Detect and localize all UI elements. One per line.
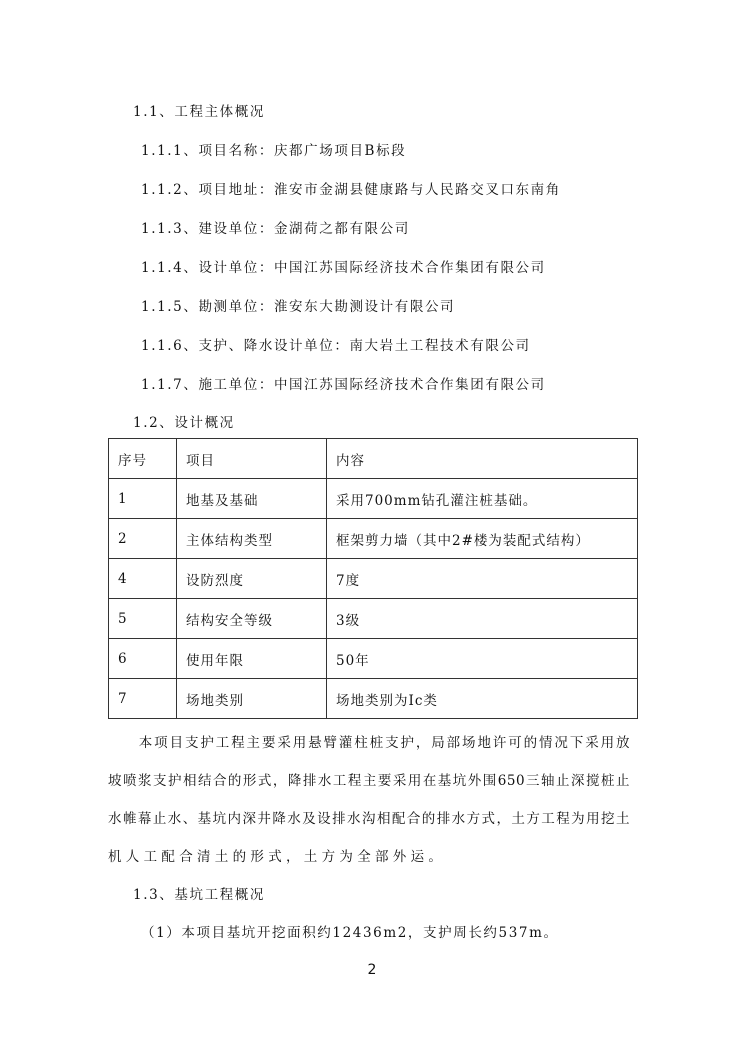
item-excavation-area: （1）本项目基坑开挖面积约12436m2，支护周长约537m。 xyxy=(141,925,559,941)
cell: 框架剪力墙（其中2#楼为装配式结构） xyxy=(327,519,638,559)
item-client: 1.1.3、建设单位：金湖荷之都有限公司 xyxy=(141,221,410,237)
heading-1-3: 1.3、基坑工程概况 xyxy=(133,887,265,903)
design-overview-table xyxy=(108,438,638,719)
item-contractor: 1.1.7、施工单位：中国江苏国际经济技术合作集团有限公司 xyxy=(141,377,546,393)
cell: 采用700mm钻孔灌注桩基础。 xyxy=(327,479,638,519)
table-row xyxy=(109,519,638,559)
item-support-design: 1.1.6、支护、降水设计单位：南大岩土工程技术有限公司 xyxy=(141,338,531,354)
cell: 6 xyxy=(109,639,177,679)
cell: 7度 xyxy=(327,559,638,599)
cell: 结构安全等级 xyxy=(177,599,327,639)
heading-1-1: 1.1、工程主体概况 xyxy=(133,104,265,120)
paragraph-line: 机人工配合清土的形式，土方为全部外运。 xyxy=(108,849,447,865)
item-designer: 1.1.4、设计单位：中国江苏国际经济技术合作集团有限公司 xyxy=(141,260,546,276)
cell: 设防烈度 xyxy=(177,559,327,599)
header-cell: 项目 xyxy=(177,439,327,479)
table-row xyxy=(109,639,638,679)
heading-1-2: 1.2、设计概况 xyxy=(133,415,235,431)
cell: 5 xyxy=(109,599,177,639)
table-row xyxy=(109,559,638,599)
item-survey: 1.1.5、勘测单位：淮安东大勘测设计有限公司 xyxy=(141,299,456,315)
cell: 主体结构类型 xyxy=(177,519,327,559)
paragraph-line: 坡喷浆支护相结合的形式，降排水工程主要采用在基坑外围650三轴止深搅桩止 xyxy=(108,773,630,789)
header-cell: 序号 xyxy=(109,439,177,479)
item-project-name: 1.1.1、项目名称：庆都广场项目B标段 xyxy=(141,143,407,159)
header-cell: 内容 xyxy=(327,439,638,479)
cell: 场地类别为Ic类 xyxy=(327,679,638,719)
cell: 地基及基础 xyxy=(177,479,327,519)
table-header-row xyxy=(109,439,638,479)
table-row xyxy=(109,679,638,719)
paragraph-line: 水帷幕止水、基坑内深井降水及设排水沟相配合的排水方式，土方工程为用挖土 xyxy=(108,811,630,827)
cell: 4 xyxy=(109,559,177,599)
cell: 7 xyxy=(109,679,177,719)
paragraph-line: 本项目支护工程主要采用悬臂灌柱桩支护，局部场地许可的情况下采用放 xyxy=(108,735,630,751)
item-project-address: 1.1.2、项目地址：淮安市金湖县健康路与人民路交叉口东南角 xyxy=(141,182,561,198)
cell: 50年 xyxy=(327,639,638,679)
cell: 场地类别 xyxy=(177,679,327,719)
cell: 1 xyxy=(109,479,177,519)
table-row xyxy=(109,599,638,639)
page-number: 2 xyxy=(367,962,377,978)
cell: 3级 xyxy=(327,599,638,639)
table-row xyxy=(109,479,638,519)
cell: 使用年限 xyxy=(177,639,327,679)
cell: 2 xyxy=(109,519,177,559)
